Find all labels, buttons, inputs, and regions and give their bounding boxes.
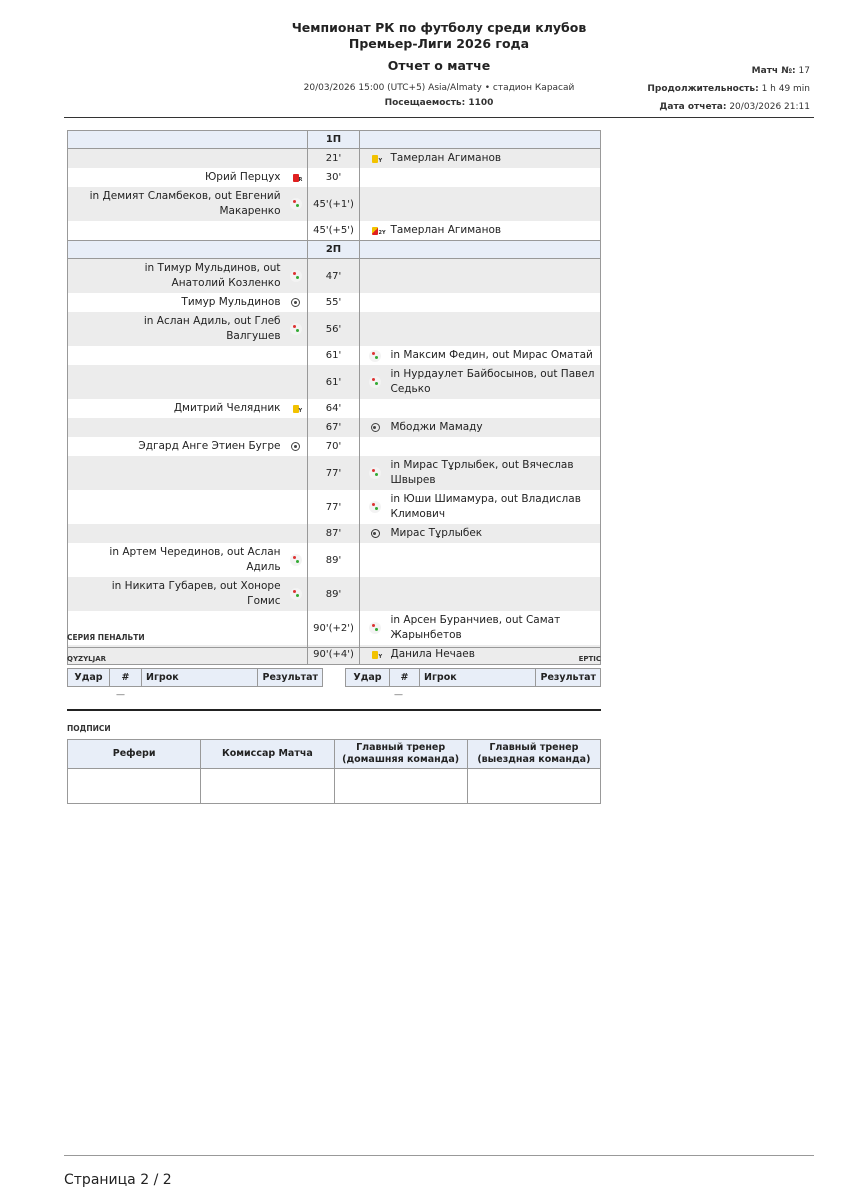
event-minute: 61' [307, 346, 360, 365]
away-penalty-table [345, 668, 601, 687]
footer-divider [64, 1155, 814, 1156]
home-event-text: in Артем Черединов, out Аслан Адиль [109, 546, 281, 573]
away-event-text: in Нурдаулет Байбосынов, out Павел Седько [390, 368, 595, 395]
event-row [68, 611, 601, 645]
event-row [68, 418, 601, 437]
event-minute: 77' [307, 456, 360, 490]
event-row [68, 524, 601, 543]
event-minute: 45'(+1') [307, 187, 360, 221]
event-minute: 70' [307, 437, 360, 456]
commissioner-signature [201, 769, 334, 804]
event-row [68, 399, 601, 418]
second-yellow-card-icon: 2Y [368, 224, 382, 238]
period-label: 1П [307, 131, 360, 149]
col-player: Игрок [142, 669, 258, 687]
substitution-icon [368, 375, 382, 389]
col-number: # [110, 669, 142, 687]
attendance: Посещаемость: 1100 [384, 98, 494, 108]
away-event-text: Мирас Тұрлыбек [390, 527, 483, 539]
home-coach-header: Главный тренер (домашняя команда) [334, 740, 467, 769]
signatures-table [67, 739, 601, 804]
substitution-icon [368, 621, 382, 635]
event-minute: 87' [307, 524, 360, 543]
yellow-card-icon: Y [368, 648, 382, 662]
signatures-title: ПОДПИСИ [67, 724, 111, 733]
substitution-icon [289, 269, 303, 283]
substitution-icon [368, 466, 382, 480]
event-row [68, 312, 601, 346]
report-header [64, 0, 814, 118]
col-number: # [390, 669, 420, 687]
home-event-text: in Тимур Мульдинов, out Анатолий Козленко [144, 262, 281, 289]
red-card-icon: R [289, 171, 303, 185]
events-table [67, 130, 601, 665]
away-team-name: EPTIC [578, 655, 601, 663]
penalty-goal-icon [368, 527, 382, 541]
match-duration: Продолжительность: 1 h 49 min [647, 84, 810, 94]
away-coach-signature [467, 769, 600, 804]
home-penalty-table [67, 668, 323, 687]
match-number: Матч №: 17 [751, 66, 810, 76]
event-minute: 55' [307, 293, 360, 312]
event-row [68, 437, 601, 456]
substitution-icon [368, 349, 382, 363]
event-row [68, 149, 601, 169]
home-penalty-empty: — [116, 690, 125, 700]
event-row [68, 221, 601, 241]
event-row [68, 346, 601, 365]
substitution-icon [289, 553, 303, 567]
home-event-text: in Аслан Адиль, out Глеб Валгушев [143, 315, 281, 342]
home-event-text: Юрий Перцух [204, 171, 281, 183]
home-event-text: in Демият Сламбеков, out Евгений Макаренко [89, 190, 281, 217]
substitution-icon [289, 197, 303, 211]
event-minute: 56' [307, 312, 360, 346]
col-kick: Удар [346, 669, 390, 687]
event-row [68, 293, 601, 312]
away-event-text: in Юши Шимамура, out Владислав Климович [390, 493, 581, 520]
event-minute: 89' [307, 543, 360, 577]
home-coach-signature [334, 769, 467, 804]
away-event-text: Данила Нечаев [390, 648, 475, 660]
away-event-text: Мбоджи Мамаду [390, 421, 483, 433]
event-row [68, 168, 601, 187]
event-minute: 45'(+5') [307, 221, 360, 241]
away-event-text: in Мирас Тұрлыбек, out Вячеслав Швырев [390, 459, 574, 486]
away-event-text: in Максим Федин, out Мирас Оматай [390, 349, 593, 361]
event-minute: 90'(+4') [307, 645, 360, 665]
yellow-card-icon: Y [289, 402, 303, 416]
col-result: Результат [258, 669, 323, 687]
period-label: 2П [307, 241, 360, 259]
referee-header: Рефери [68, 740, 201, 769]
event-minute: 21' [307, 149, 360, 169]
event-minute: 64' [307, 399, 360, 418]
event-minute: 89' [307, 577, 360, 611]
section-divider [67, 709, 601, 711]
penalty-series-title: СЕРИЯ ПЕНАЛЬТИ [67, 633, 145, 642]
event-row [68, 187, 601, 221]
substitution-icon [289, 322, 303, 336]
league-title: Премьер-Лиги 2026 года [348, 36, 530, 51]
period-row [68, 241, 601, 259]
away-event-text: Тамерлан Агиманов [390, 152, 502, 164]
away-event-text: in Арсен Буранчиев, out Самат Жарынбетов [390, 614, 561, 641]
col-player: Игрок [420, 669, 536, 687]
report-date: Дата отчета: 20/03/2026 21:11 [659, 102, 810, 112]
period-row [68, 131, 601, 149]
event-row [68, 577, 601, 611]
event-row [68, 259, 601, 294]
event-minute: 47' [307, 259, 360, 294]
home-event-text: in Никита Губарев, out Хоноре Гомис [111, 580, 281, 607]
away-event-text: Тамерлан Агиманов [390, 224, 502, 236]
col-result: Результат [536, 669, 601, 687]
event-minute: 30' [307, 168, 360, 187]
datetime-venue: 20/03/2026 15:00 (UTC+5) Asia/Almaty • стадион Карасай [303, 83, 575, 93]
event-row [68, 365, 601, 399]
home-event-text: Дмитрий Челядник [173, 402, 281, 414]
event-row [68, 490, 601, 524]
goal-icon [289, 296, 303, 310]
col-kick: Удар [68, 669, 110, 687]
home-event-text: Тимур Мульдинов [181, 296, 281, 308]
commissioner-header: Комиссар Матча [201, 740, 334, 769]
yellow-card-icon: Y [368, 152, 382, 166]
report-title: Отчет о матче [387, 58, 491, 73]
home-team-name: QYZYLJAR [67, 655, 107, 663]
match-meta [647, 62, 810, 116]
event-minute: 67' [307, 418, 360, 437]
event-row [68, 456, 601, 490]
event-minute: 90'(+2') [307, 611, 360, 645]
event-minute: 77' [307, 490, 360, 524]
championship-title: Чемпионат РК по футболу среди клубов [291, 20, 587, 35]
home-event-text: Эдгард Анге Этиен Бугре [138, 440, 281, 452]
goal-icon [289, 440, 303, 454]
away-coach-header: Главный тренер (выездная команда) [467, 740, 600, 769]
substitution-icon [289, 587, 303, 601]
away-penalty-empty: — [394, 690, 403, 700]
referee-signature [68, 769, 201, 804]
goal-icon [368, 421, 382, 435]
event-minute: 61' [307, 365, 360, 399]
substitution-icon [368, 500, 382, 514]
event-row [68, 543, 601, 577]
page-number: Страница 2 / 2 [64, 1172, 172, 1188]
divider [67, 647, 601, 648]
